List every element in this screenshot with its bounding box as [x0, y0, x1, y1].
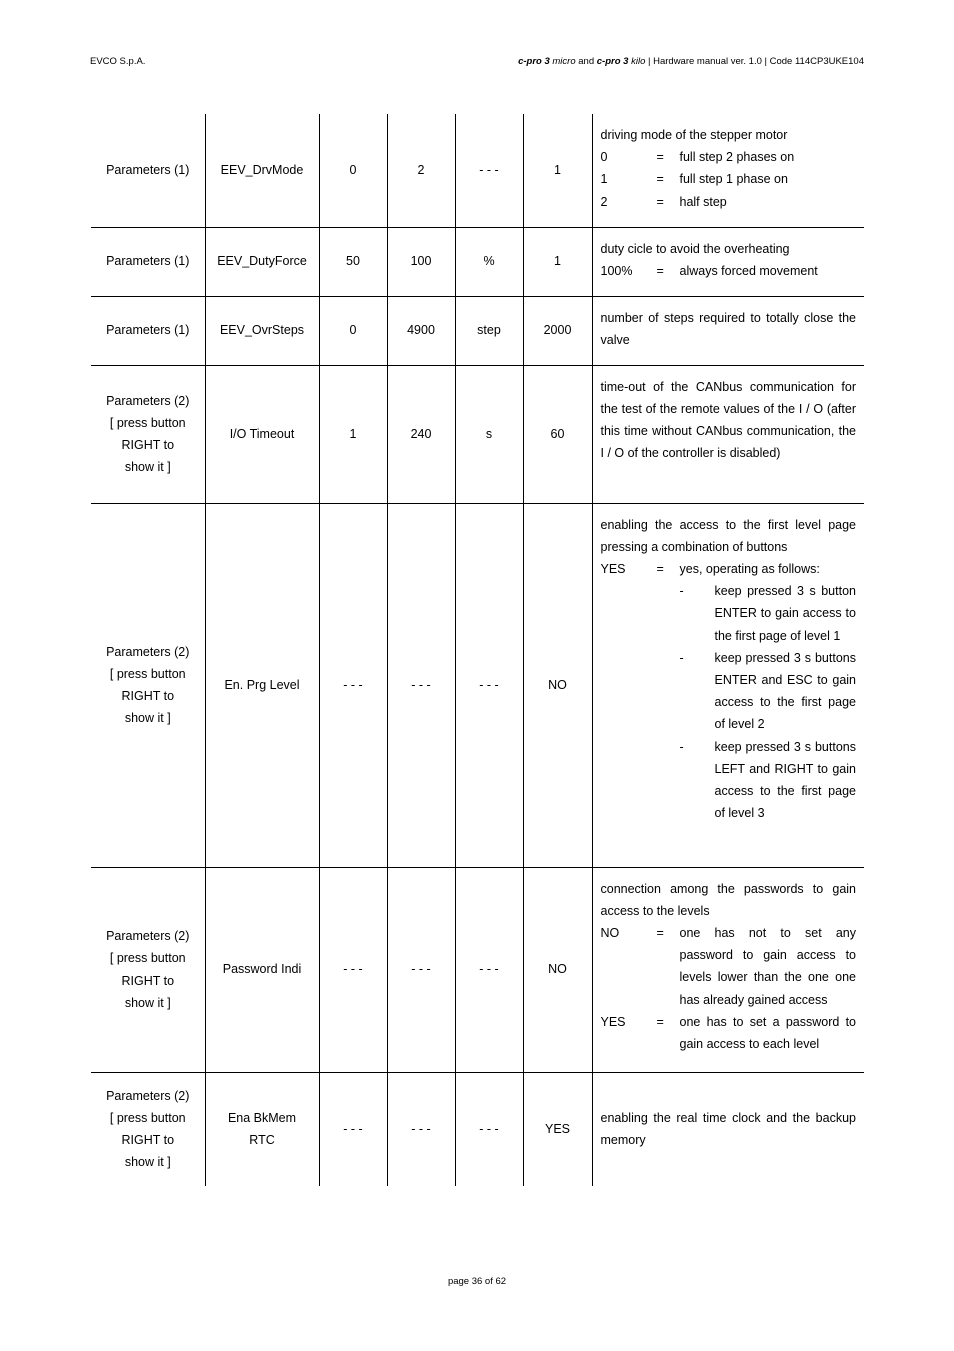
param-min: - - - — [319, 503, 387, 867]
description-text: number of steps required to totally close the valve — [600, 310, 856, 347]
option-item: 2 = half step — [600, 194, 727, 209]
param-min: 50 — [319, 227, 387, 296]
table-row — [91, 503, 864, 867]
table-row — [91, 867, 864, 1072]
param-name: EEV_OvrSteps — [205, 296, 319, 365]
param-description — [592, 867, 864, 1072]
param-min: 0 — [319, 296, 387, 365]
param-unit: % — [455, 227, 523, 296]
parameters-table — [91, 114, 864, 1186]
param-category: Parameters (2) [ press button RIGHT to show it ] — [91, 1072, 205, 1186]
param-max: 100 — [387, 227, 455, 296]
param-max: 4900 — [387, 296, 455, 365]
param-description — [592, 503, 864, 867]
param-name: EEV_DrvMode — [205, 114, 319, 227]
param-category: Parameters (2) [ press button RIGHT to show it ] — [91, 365, 205, 503]
param-unit: step — [455, 296, 523, 365]
option-item: YES = one has to set a password to gain access to each level — [600, 1014, 856, 1051]
param-description — [592, 227, 864, 296]
option-item: 100% = always forced movement — [600, 263, 818, 278]
table-row — [91, 365, 864, 503]
header-conjunction: and — [575, 56, 597, 67]
param-default: YES — [523, 1072, 592, 1186]
param-name: EEV_DutyForce — [205, 227, 319, 296]
param-name: En. Prg Level — [205, 503, 319, 867]
param-category: Parameters (2) [ press button RIGHT to show it ] — [91, 503, 205, 867]
table-row — [91, 1072, 864, 1186]
description-text: time-out of the CANbus communication for the test of the remote values of the I / O (after this time without CANbus communication, the I / O of the controller is disabled) — [600, 379, 856, 461]
description-text: connection among the passwords to gain access to the levels — [600, 881, 856, 918]
option-item: YES = yes, operating as follows: — [600, 561, 820, 576]
header-document-title — [518, 56, 864, 67]
description-text: duty cicle to avoid the overheating — [600, 241, 790, 256]
table-row — [91, 296, 864, 365]
param-category: Parameters (1) — [91, 296, 205, 365]
param-default: 1 — [523, 114, 592, 227]
param-default: NO — [523, 867, 592, 1072]
param-category: Parameters (1) — [91, 227, 205, 296]
param-default: 2000 — [523, 296, 592, 365]
param-name: Password Indi — [205, 867, 319, 1072]
param-unit: - - - — [455, 114, 523, 227]
description-text: enabling the real time clock and the backup memory — [600, 1111, 856, 1148]
param-default: NO — [523, 503, 592, 867]
param-min: - - - — [319, 867, 387, 1072]
param-description — [592, 1072, 864, 1186]
param-max: 2 — [387, 114, 455, 227]
product-variant-2: kilo — [628, 56, 646, 67]
product-name-1: c-pro 3 — [518, 56, 550, 67]
param-name: I/O Timeout — [205, 365, 319, 503]
table-row — [91, 227, 864, 296]
param-unit: - - - — [455, 867, 523, 1072]
param-max: - - - — [387, 1072, 455, 1186]
param-description — [592, 114, 864, 227]
param-min: 1 — [319, 365, 387, 503]
option-subitem: - keep pressed 3 s buttons LEFT and RIGHT to gain access to the first page of level 3 — [679, 739, 856, 821]
param-unit: - - - — [455, 503, 523, 867]
option-subitem: - keep pressed 3 s buttons ENTER and ESC to gain access to the first page of level 2 — [679, 650, 856, 732]
param-unit: s — [455, 365, 523, 503]
product-variant-1: micro — [549, 56, 576, 67]
param-name: Ena BkMem RTC — [205, 1072, 319, 1186]
param-max: - - - — [387, 867, 455, 1072]
param-max: 240 — [387, 365, 455, 503]
product-name-2: c-pro 3 — [596, 56, 629, 67]
param-min: 0 — [319, 114, 387, 227]
param-description — [592, 296, 864, 365]
option-subitem: - keep pressed 3 s button ENTER to gain access to the first page of level 1 — [679, 584, 856, 643]
param-max: - - - — [387, 503, 455, 867]
option-item: 1 = full step 1 phase on — [600, 172, 788, 187]
option-item: 0 = full step 2 phases on — [600, 150, 795, 165]
header-company: EVCO S.p.A. — [90, 56, 146, 67]
description-text: driving mode of the stepper motor — [600, 128, 788, 142]
description-text: enabling the access to the first level page pressing a combination of buttons — [600, 517, 856, 554]
option-item: NO = one has not to set any password to gain access to levels lower than the one one has already gained access — [600, 925, 856, 1007]
table-row — [91, 114, 864, 227]
param-min: - - - — [319, 1072, 387, 1186]
param-default: 60 — [523, 365, 592, 503]
param-category: Parameters (1) — [91, 114, 205, 227]
param-unit: - - - — [455, 1072, 523, 1186]
param-description — [592, 365, 864, 503]
param-default: 1 — [523, 227, 592, 296]
header-manual-info: | Hardware manual ver. 1.0 | Code 114CP3UKE104 — [645, 56, 864, 67]
page-number: page 36 of 62 — [447, 1276, 507, 1287]
param-category: Parameters (2) [ press button RIGHT to show it ] — [91, 867, 205, 1072]
